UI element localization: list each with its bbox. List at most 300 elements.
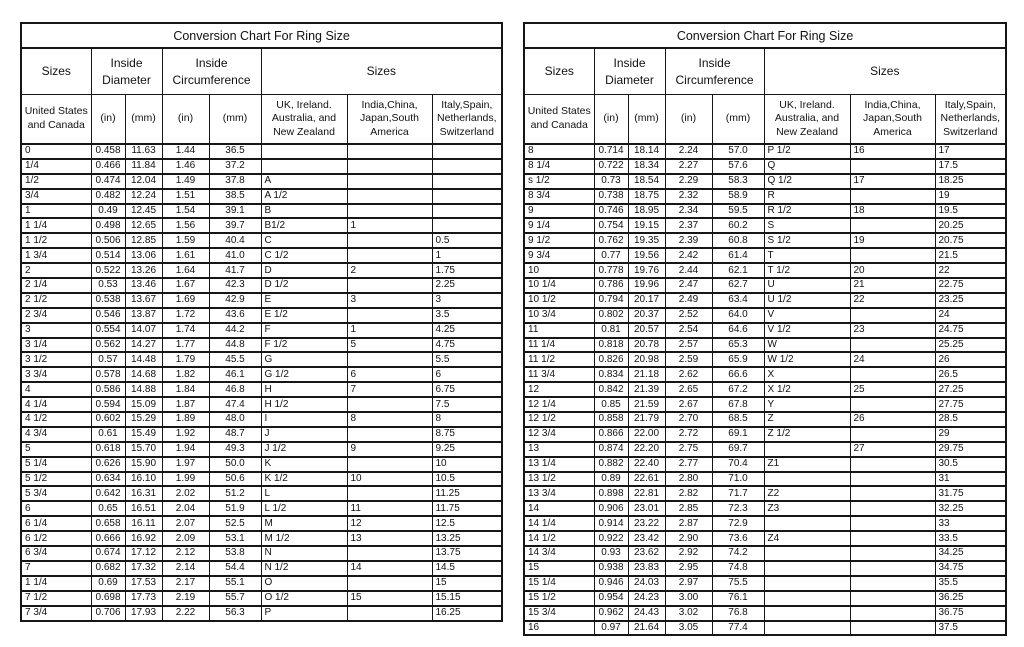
table-cell: 1 (432, 248, 502, 263)
table-cell: 55.1 (209, 576, 261, 591)
table-cell: K (261, 457, 347, 472)
table-row (524, 159, 1006, 174)
table-cell: 2.82 (665, 486, 712, 501)
table-title-row (21, 23, 502, 48)
table-row (21, 442, 502, 457)
table-cell: 57.0 (712, 144, 764, 159)
table-cell (850, 561, 935, 576)
table-cell: 0.794 (594, 293, 628, 308)
table-cell: 5 1/2 (21, 472, 91, 487)
table-cell: 42.3 (209, 278, 261, 293)
table-cell: 8 (524, 144, 594, 159)
table-cell: 2.87 (665, 516, 712, 531)
table-cell (347, 189, 432, 204)
table-cell: 12.85 (125, 233, 162, 248)
table-cell (432, 144, 502, 159)
table-cell: 16.11 (125, 516, 162, 531)
table-cell: 0.77 (594, 248, 628, 263)
table-cell: 0.954 (594, 591, 628, 606)
table-cell: 1.92 (162, 427, 209, 442)
table-cell: 27.75 (935, 397, 1006, 412)
table-cell: 23.83 (628, 561, 665, 576)
table-cell: Z (764, 412, 850, 427)
table-cell: 20.25 (935, 218, 1006, 233)
table-cell (347, 174, 432, 189)
table-cell: 1.84 (162, 382, 209, 397)
table-cell: 21 (850, 278, 935, 293)
table-cell (764, 576, 850, 591)
table-cell: 11 3/4 (524, 367, 594, 382)
table-cell: 13 (347, 531, 432, 546)
table-cell: 10 (524, 263, 594, 278)
table-cell: 2.47 (665, 278, 712, 293)
table-row (21, 263, 502, 278)
table-row (21, 352, 502, 367)
table-cell (347, 397, 432, 412)
table-cell: U (764, 278, 850, 293)
table-cell (347, 204, 432, 219)
table-cell: S (764, 218, 850, 233)
table-cell: 1 1/2 (21, 233, 91, 248)
table-cell: 12 3/4 (524, 427, 594, 442)
group-header-sizes-us: Sizes (524, 48, 594, 95)
table-cell: 10 (432, 457, 502, 472)
table-cell: 58.9 (712, 189, 764, 204)
table-cell: 2.17 (162, 576, 209, 591)
table-cell: S 1/2 (764, 233, 850, 248)
table-cell: 2.62 (665, 367, 712, 382)
table-cell (850, 457, 935, 472)
table-cell: A 1/2 (261, 189, 347, 204)
table-cell: 2.19 (162, 591, 209, 606)
table-cell: 0.946 (594, 576, 628, 591)
table-cell: 0.602 (91, 412, 125, 427)
table-cell: 0.89 (594, 472, 628, 487)
table-row (21, 412, 502, 427)
table-cell: 20.78 (628, 338, 665, 353)
table-cell: 4 3/4 (21, 427, 91, 442)
table-row (21, 308, 502, 323)
table-cell: 13.75 (432, 546, 502, 561)
table-cell: 12 1/4 (524, 397, 594, 412)
table-cell: 0.626 (91, 457, 125, 472)
table-cell (850, 486, 935, 501)
table-cell: 25 (850, 382, 935, 397)
table-cell: 3.00 (665, 591, 712, 606)
table-cell: 0.618 (91, 442, 125, 457)
table-cell: 2.97 (665, 576, 712, 591)
column-header-diameter-mm: (mm) (125, 95, 162, 145)
table-row (21, 323, 502, 338)
table-cell: 23.42 (628, 531, 665, 546)
table-cell: 6 (21, 501, 91, 516)
table-cell (850, 621, 935, 636)
group-header-inside-diameter: Inside Diameter (594, 48, 665, 95)
table-cell: 2.07 (162, 516, 209, 531)
table-cell: 15.70 (125, 442, 162, 457)
table-cell: 0.85 (594, 397, 628, 412)
table-cell: 13.26 (125, 263, 162, 278)
table-cell: 37.2 (209, 159, 261, 174)
table-cell: 4 (21, 382, 91, 397)
table-cell: 19.56 (628, 248, 665, 263)
table-cell: 28.5 (935, 412, 1006, 427)
table-cell (764, 442, 850, 457)
table-row (524, 412, 1006, 427)
table-row (524, 591, 1006, 606)
table-cell: 1.46 (162, 159, 209, 174)
table-cell: 57.6 (712, 159, 764, 174)
table-cell: 46.1 (209, 367, 261, 382)
table-cell: 6.75 (432, 382, 502, 397)
table-cell: 2.37 (665, 218, 712, 233)
table-cell: 2.85 (665, 501, 712, 516)
table-cell (850, 546, 935, 561)
table-cell: 69.7 (712, 442, 764, 457)
table-cell: 10 1/2 (524, 293, 594, 308)
table-cell (764, 591, 850, 606)
table-cell: 0.882 (594, 457, 628, 472)
table-cell: 51.9 (209, 501, 261, 516)
table-cell: B (261, 204, 347, 219)
table-cell: 6 3/4 (21, 546, 91, 561)
table-cell (850, 531, 935, 546)
table-cell: 40.4 (209, 233, 261, 248)
table-row (524, 367, 1006, 382)
table-cell: 0.714 (594, 144, 628, 159)
table-cell: 11.84 (125, 159, 162, 174)
table-cell: R (764, 189, 850, 204)
column-header-diameter-mm: (mm) (628, 95, 665, 145)
table-cell: 2 1/2 (21, 293, 91, 308)
table-cell (347, 352, 432, 367)
table-cell (347, 427, 432, 442)
table-cell: 1 (347, 323, 432, 338)
table-cell: 41.0 (209, 248, 261, 263)
table-cell: 31.75 (935, 486, 1006, 501)
table-row (21, 531, 502, 546)
table-cell: 15 3/4 (524, 606, 594, 621)
table-cell: 0.538 (91, 293, 125, 308)
table-cell (850, 606, 935, 621)
table-cell: 1.87 (162, 397, 209, 412)
table-row (21, 397, 502, 412)
table-cell: 0.746 (594, 204, 628, 219)
table-row (524, 501, 1006, 516)
table-cell: 17.32 (125, 561, 162, 576)
table-cell: 14.68 (125, 367, 162, 382)
table-title: Conversion Chart For Ring Size (21, 23, 502, 48)
table-cell: 18.75 (628, 189, 665, 204)
table-cell: 27.25 (935, 382, 1006, 397)
column-header-us-canada: United States and Canada (524, 95, 594, 145)
table-cell: 6 (432, 367, 502, 382)
table-cell (432, 204, 502, 219)
table-row (21, 204, 502, 219)
table-cell: 1 (347, 218, 432, 233)
table-cell: 0.922 (594, 531, 628, 546)
table-cell: 68.5 (712, 412, 764, 427)
table-cell: P 1/2 (764, 144, 850, 159)
table-cell: 24 (935, 308, 1006, 323)
table-row (21, 218, 502, 233)
table-cell: O (261, 576, 347, 591)
table-row (524, 263, 1006, 278)
table-cell: 0.778 (594, 263, 628, 278)
table-row (524, 218, 1006, 233)
table-cell: 0.506 (91, 233, 125, 248)
table-cell: 1.75 (432, 263, 502, 278)
table-cell: 0.466 (91, 159, 125, 174)
table-cell: 0.706 (91, 606, 125, 621)
table-cell: 17 (850, 174, 935, 189)
table-cell: 2.75 (665, 442, 712, 457)
table-cell: 2.14 (162, 561, 209, 576)
table-cell: I (261, 412, 347, 427)
table-cell (432, 218, 502, 233)
table-cell: 23.25 (935, 293, 1006, 308)
table-cell: 7.5 (432, 397, 502, 412)
table-cell: 21.39 (628, 382, 665, 397)
table-cell: 2.80 (665, 472, 712, 487)
table-row (524, 516, 1006, 531)
table-cell: 74.8 (712, 561, 764, 576)
table-cell: 16.25 (432, 606, 502, 621)
table-cell: 8 3/4 (524, 189, 594, 204)
table-cell: 45.5 (209, 352, 261, 367)
table-cell: 2 (347, 263, 432, 278)
table-row (21, 561, 502, 576)
table-row (21, 516, 502, 531)
table-cell: 1 (21, 204, 91, 219)
table-cell: 0.482 (91, 189, 125, 204)
table-cell (347, 486, 432, 501)
ring-size-table-left (20, 22, 503, 622)
table-cell: 3 (432, 293, 502, 308)
table-cell (850, 427, 935, 442)
table-cell: 1.82 (162, 367, 209, 382)
table-cell: 2.39 (665, 233, 712, 248)
table-cell: 14 1/4 (524, 516, 594, 531)
table-row (524, 204, 1006, 219)
table-cell: U 1/2 (764, 293, 850, 308)
table-cell (850, 367, 935, 382)
table-row (21, 159, 502, 174)
table-cell: 18.25 (935, 174, 1006, 189)
table-row (524, 561, 1006, 576)
table-cell: 13 1/4 (524, 457, 594, 472)
table-cell: 5 3/4 (21, 486, 91, 501)
table-body-left (21, 144, 502, 621)
table-cell: 12 1/2 (524, 412, 594, 427)
table-cell (850, 501, 935, 516)
table-cell: 12.04 (125, 174, 162, 189)
table-cell: 34.75 (935, 561, 1006, 576)
table-cell: 67.8 (712, 397, 764, 412)
table-cell: 11 1/4 (524, 338, 594, 353)
table-cell: 14 3/4 (524, 546, 594, 561)
table-cell: 14 1/2 (524, 531, 594, 546)
table-cell: 76.8 (712, 606, 764, 621)
table-cell: 55.7 (209, 591, 261, 606)
table-cell: 0.57 (91, 352, 125, 367)
table-cell (347, 248, 432, 263)
table-cell: 15.15 (432, 591, 502, 606)
table-cell: 21.79 (628, 412, 665, 427)
table-cell: 12.65 (125, 218, 162, 233)
table-cell: 23.01 (628, 501, 665, 516)
table-row (21, 174, 502, 189)
table-cell: 38.5 (209, 189, 261, 204)
table-cell: 10.5 (432, 472, 502, 487)
column-header-circumference-in: (in) (162, 95, 209, 145)
table-cell: K 1/2 (261, 472, 347, 487)
table-cell (764, 606, 850, 621)
table-cell: 1.79 (162, 352, 209, 367)
table-cell: 29 (935, 427, 1006, 442)
table-row (21, 338, 502, 353)
table-cell: 0.5 (432, 233, 502, 248)
table-cell: 0.898 (594, 486, 628, 501)
table-cell: 15 1/4 (524, 576, 594, 591)
table-cell: 0.834 (594, 367, 628, 382)
table-cell: 1.49 (162, 174, 209, 189)
table-cell: 4.25 (432, 323, 502, 338)
table-cell: 15 (432, 576, 502, 591)
table-cell (850, 397, 935, 412)
table-cell (850, 218, 935, 233)
table-row (524, 293, 1006, 308)
table-body-right (524, 144, 1006, 635)
table-row (524, 278, 1006, 293)
table-cell: 60.8 (712, 233, 764, 248)
table-cell: 15 (524, 561, 594, 576)
table-cell: 1 1/4 (21, 218, 91, 233)
table-cell: 2.12 (162, 546, 209, 561)
table-cell (850, 516, 935, 531)
table-cell: 48.0 (209, 412, 261, 427)
ring-size-table-right (523, 22, 1007, 636)
table-cell: 8 (347, 412, 432, 427)
table-cell: 1.94 (162, 442, 209, 457)
table-row (21, 501, 502, 516)
table-cell: 0.682 (91, 561, 125, 576)
table-cell: 2.70 (665, 412, 712, 427)
table-cell: 18.14 (628, 144, 665, 159)
table-cell: 50.6 (209, 472, 261, 487)
table-cell: 0.666 (91, 531, 125, 546)
table-cell: 16 (524, 621, 594, 636)
table-cell: Y (764, 397, 850, 412)
table-cell: 33.5 (935, 531, 1006, 546)
table-cell: 73.6 (712, 531, 764, 546)
table-cell: 41.7 (209, 263, 261, 278)
table-cell: 71.0 (712, 472, 764, 487)
table-cell: 21.18 (628, 367, 665, 382)
table-row (21, 606, 502, 621)
table-cell: 0.546 (91, 308, 125, 323)
table-cell: 0.906 (594, 501, 628, 516)
table-cell (850, 308, 935, 323)
table-cell: 76.1 (712, 591, 764, 606)
table-cell: 36.25 (935, 591, 1006, 606)
table-cell: 2.29 (665, 174, 712, 189)
table-cell: 19.96 (628, 278, 665, 293)
table-column-header-row (21, 95, 502, 145)
table-row (21, 591, 502, 606)
table-cell: 2 (21, 263, 91, 278)
table-cell: 10 1/4 (524, 278, 594, 293)
column-header-diameter-in: (in) (91, 95, 125, 145)
table-cell: 1.89 (162, 412, 209, 427)
table-cell: 7 (347, 382, 432, 397)
table-row (524, 323, 1006, 338)
table-cell: 9 1/4 (524, 218, 594, 233)
group-header-sizes-intl: Sizes (764, 48, 1006, 95)
table-cell: 6 1/4 (21, 516, 91, 531)
table-cell: O 1/2 (261, 591, 347, 606)
table-cell: 17.53 (125, 576, 162, 591)
table-cell: 3 1/2 (21, 352, 91, 367)
table-cell: 21.5 (935, 248, 1006, 263)
table-cell (261, 144, 347, 159)
table-cell: 33 (935, 516, 1006, 531)
column-header-circumference-in: (in) (665, 95, 712, 145)
table-cell: 36.75 (935, 606, 1006, 621)
group-header-inside-circumference: Inside Circumference (665, 48, 764, 95)
table-cell: 14.88 (125, 382, 162, 397)
table-row (524, 174, 1006, 189)
table-cell: 11.75 (432, 501, 502, 516)
table-cell: 1.59 (162, 233, 209, 248)
table-cell (347, 233, 432, 248)
table-cell: 1.69 (162, 293, 209, 308)
table-cell: 13.06 (125, 248, 162, 263)
table-row (21, 278, 502, 293)
table-cell: 0.802 (594, 308, 628, 323)
table-cell (850, 189, 935, 204)
table-title: Conversion Chart For Ring Size (524, 23, 1006, 48)
table-cell: 19.15 (628, 218, 665, 233)
table-cell: 22.40 (628, 457, 665, 472)
table-cell: 4 1/2 (21, 412, 91, 427)
table-row (524, 189, 1006, 204)
table-cell: 7 3/4 (21, 606, 91, 621)
table-cell: 11 (347, 501, 432, 516)
table-cell: 39.7 (209, 218, 261, 233)
table-row (524, 382, 1006, 397)
table-cell: 1.54 (162, 204, 209, 219)
table-group-header-row (524, 48, 1006, 95)
table-cell: 58.3 (712, 174, 764, 189)
column-header-circumference-mm: (mm) (712, 95, 764, 145)
table-row (524, 397, 1006, 412)
table-cell: H 1/2 (261, 397, 347, 412)
table-cell: Z4 (764, 531, 850, 546)
table-cell: 54.4 (209, 561, 261, 576)
table-cell: 67.2 (712, 382, 764, 397)
table-cell: 19.76 (628, 263, 665, 278)
table-cell: 1.64 (162, 263, 209, 278)
table-cell: V 1/2 (764, 323, 850, 338)
table-cell: 69.1 (712, 427, 764, 442)
table-cell: 5 (347, 338, 432, 353)
table-cell: 16.10 (125, 472, 162, 487)
table-cell: 14.27 (125, 338, 162, 353)
table-cell: 2 3/4 (21, 308, 91, 323)
table-cell: 5 1/4 (21, 457, 91, 472)
table-cell: 20.17 (628, 293, 665, 308)
